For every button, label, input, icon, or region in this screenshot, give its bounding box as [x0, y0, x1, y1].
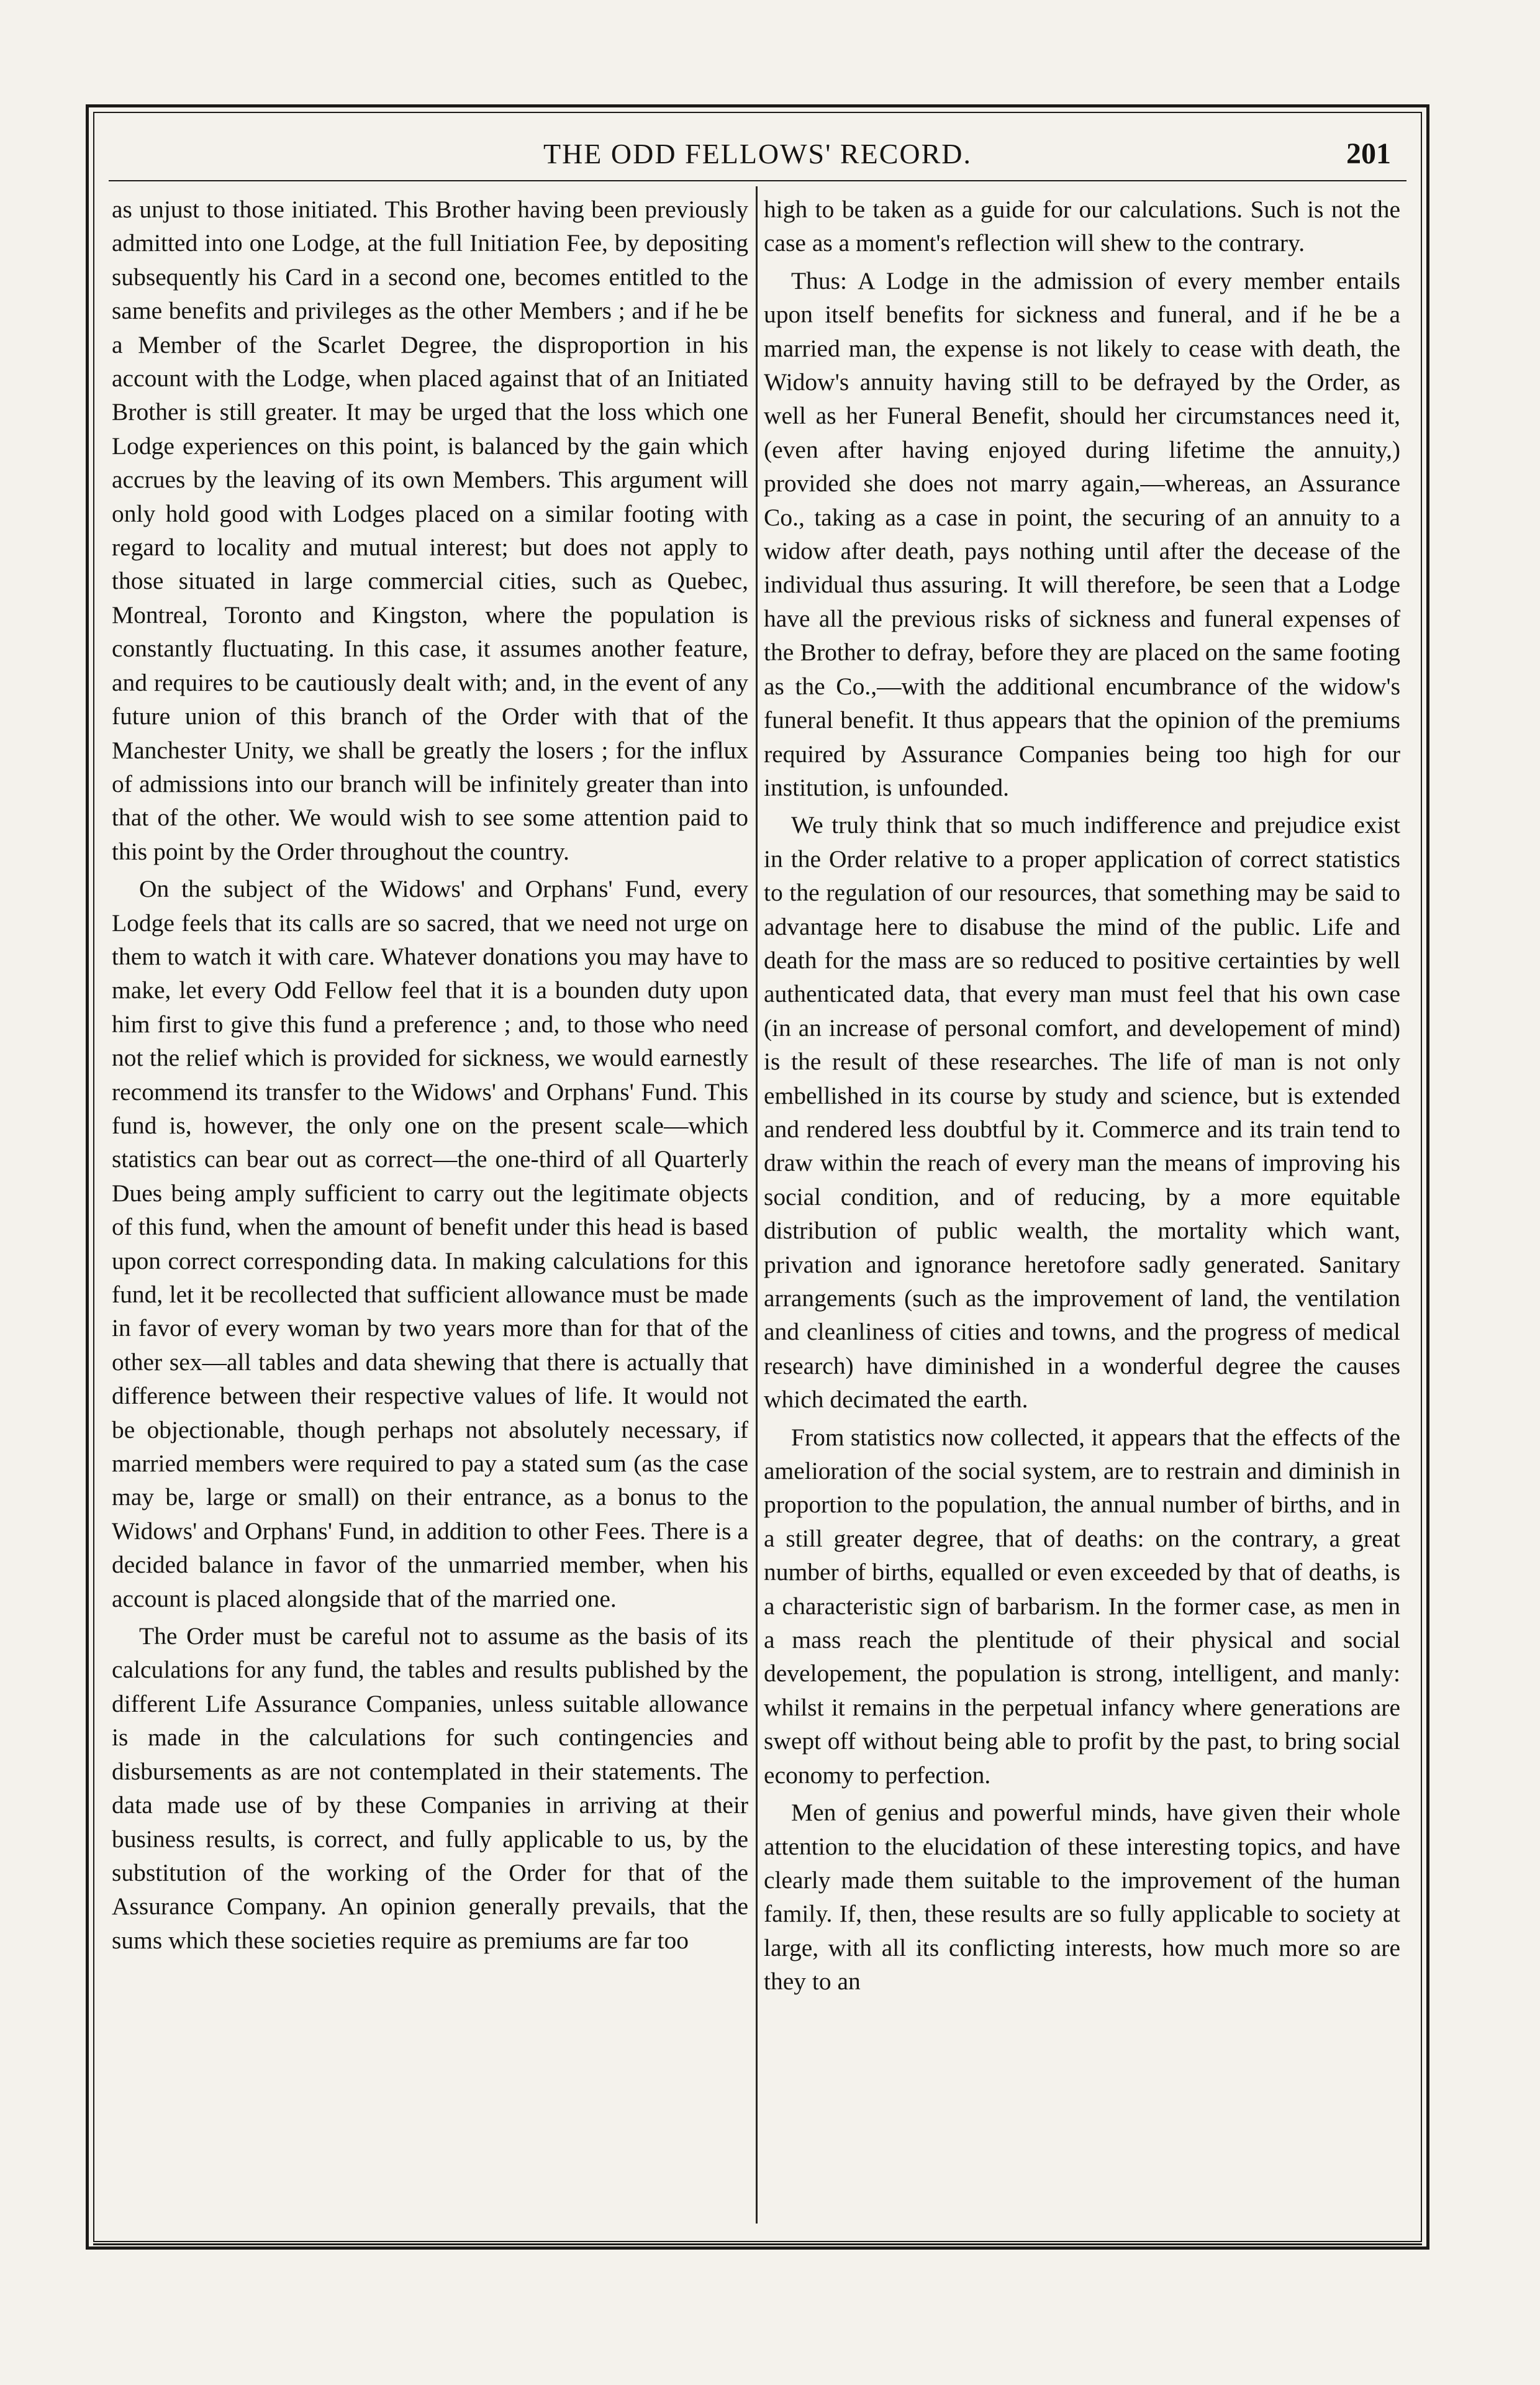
right-paragraph-4: From statistics now collected, it appears that the effects of the amelioration of the social system, are to restrain and diminish in proportion to the population, the annual number of births, and in a still greater degree, that of deaths: on the contrary, a great number of births, equalled or even exceeded by that of deaths, is a characteristic sign of barbarism. In the former case, as men in a mass reach the plentitude of their physical and social developement, the population is strong, intelligent, and manly: whilst it remains in the perpetual infancy where generations are swept off without being able to profit by the past, to bring social economy to perfection.: [764, 1423, 1400, 1789]
header-rule: [109, 180, 1406, 181]
right-paragraph-3: We truly think that so much indifference and prejudice exist in the Order relative to a proper application of correct statistics to the regulation of our resources, that something may be said to advantage here to disabuse the mind of the public. Life and death for the mass are so reduced to positive certainties by well authenticated data, that every man must feel that his own case (in an increase of personal comfort, and developement of mind) is the result of these researches. The life of man is not only embellished in its course by study and science, but is extended and rendered less doubtful by it. Commerce and its train tend to draw within the reach of every man the means of improving his social condition, and of reducing, by a more equitable distribution of public wealth, the mortality which want, privation and ignorance heretofore sadly generated. Sanitary arrangements (such as the improvement of land, the ventilation and cleanliness of cities and towns, and the progress of medical research) have diminished in a wonderful degree the causes which decimated the earth.: [764, 811, 1400, 1414]
left-paragraph-3: The Order must be careful not to assume as the basis of its calculations for any fund, the tables and results published by the different Life Assurance Companies, unless suitable allowance is made in the calculations for such contingencies and disbursements as are not contemplated in their statements. The data made use of by these Companies in arriving at their business results, is correct, and fully applicable to us, by the substitution of the working of the Order for that of the Assurance Company. An opinion generally prevails, that the sums which these societies require as premiums are far too: [112, 1622, 748, 1954]
right-paragraph-2: Thus: A Lodge in the admission of every member entails upon itself benefits for sickness and funeral, and if he be a married man, the expense is not likely to cease with death, the Widow's annuity having still to be defrayed by the Order, as well as her Funeral Benefit, should her circumstances need it, (even after having enjoyed during lifetime the annuity,) provided she does not marry again,—whereas, an Assurance Co., taking as a case in point, the securing of an annuity to a widow after death, pays nothing until after the decease of the individual thus assuring. It will therefore, be seen that a Lodge have all the previous risks of sickness and funeral expenses of the Brother to defray, before they are placed on the same footing as the Co.,—with the additional encumbrance of the widow's funeral benefit. It thus appears that the opinion of the premiums required by Assurance Companies being too high for our institution, is unfounded.: [764, 266, 1400, 801]
page-header: [106, 134, 1410, 177]
left-column: [112, 193, 748, 2224]
left-paragraph-2: On the subject of the Widows' and Orphans' Fund, every Lodge feels that its calls are so sacred, that we need not urge on them to watch it with care. Whatever donations you may have to make, let every Odd Fellow feel that it is a bounden duty upon him first to give this fund a preference ; and, to those who need not the relief which is provided for sickness, we would earnestly recommend its transfer to the Widows' and Orphans' Fund. This fund is, however, the only one on the present scale—which statistics can bear out as correct—the one-third of all Quarterly Dues being amply sufficient to carry out the legitimate objects of this fund, when the amount of benefit under this head is based upon correct corresponding data. In making calculations for this fund, let it be recollected that sufficient allowance must be made in favor of every woman by two years more than for that of the other sex—all tables and data shewing that there is actually that difference between their respective values of life. It would not be objectionable, though perhaps not absolutely necessary, if married members were required to pay a stated sum (as the case may be, large or small) on their entrance, as a bonus to the Widows' and Orphans' Fund, in addition to other Fees. There is a decided balance in favor of the unmarried member, when his account is placed alongside that of the married one.: [112, 875, 748, 1612]
running-title: THE ODD FELLOWS' RECORD.: [543, 138, 972, 170]
left-paragraph-1: as unjust to those initiated. This Brother having been previously admitted into one Lodge, at the full Initiation Fee, by depositing subsequently his Card in a second one, becomes entitled to the same benefits and privileges as the other Members ; and if he be a Member of the Scarlet Degree, the disproportion in his account with the Lodge, when placed against that of an Initiated Brother is still greater. It may be urged that the loss which one Lodge experiences on this point, is balanced by the gain which accrues by the leaving of its own Members. This argument will only hold good with Lodges placed on a similar footing with regard to locality and mutual interest; but does not apply to those situated in large commercial cities, such as Quebec, Montreal, Toronto and Kingston, where the population is constantly fluctuating. In this case, it assumes another feature, and requires to be cautiously dealt with; and, in the event of any future union of this branch of the Order with that of the Manchester Unity, we shall be greatly the losers ; for the influx of admissions into our branch will be infinitely greater than into that of the other. We would wish to see some attention paid to this point by the Order throughout the country.: [112, 196, 748, 865]
right-paragraph-1: high to be taken as a guide for our calculations. Such is not the case as a moment's reflection will shew to the contrary.: [764, 196, 1400, 257]
column-divider: [756, 186, 758, 2224]
right-paragraph-5: Men of genius and powerful minds, have given their whole attention to the elucidation of these interesting topics, and have clearly made them suitable to the improvement of the human family. If, then, these results are so fully applicable to society at large, with all its conflicting interests, how much more so are they to an: [764, 1799, 1400, 1996]
page-number: 201: [1346, 137, 1391, 170]
right-column: [764, 193, 1400, 2224]
bottom-rule: [93, 2243, 1422, 2245]
